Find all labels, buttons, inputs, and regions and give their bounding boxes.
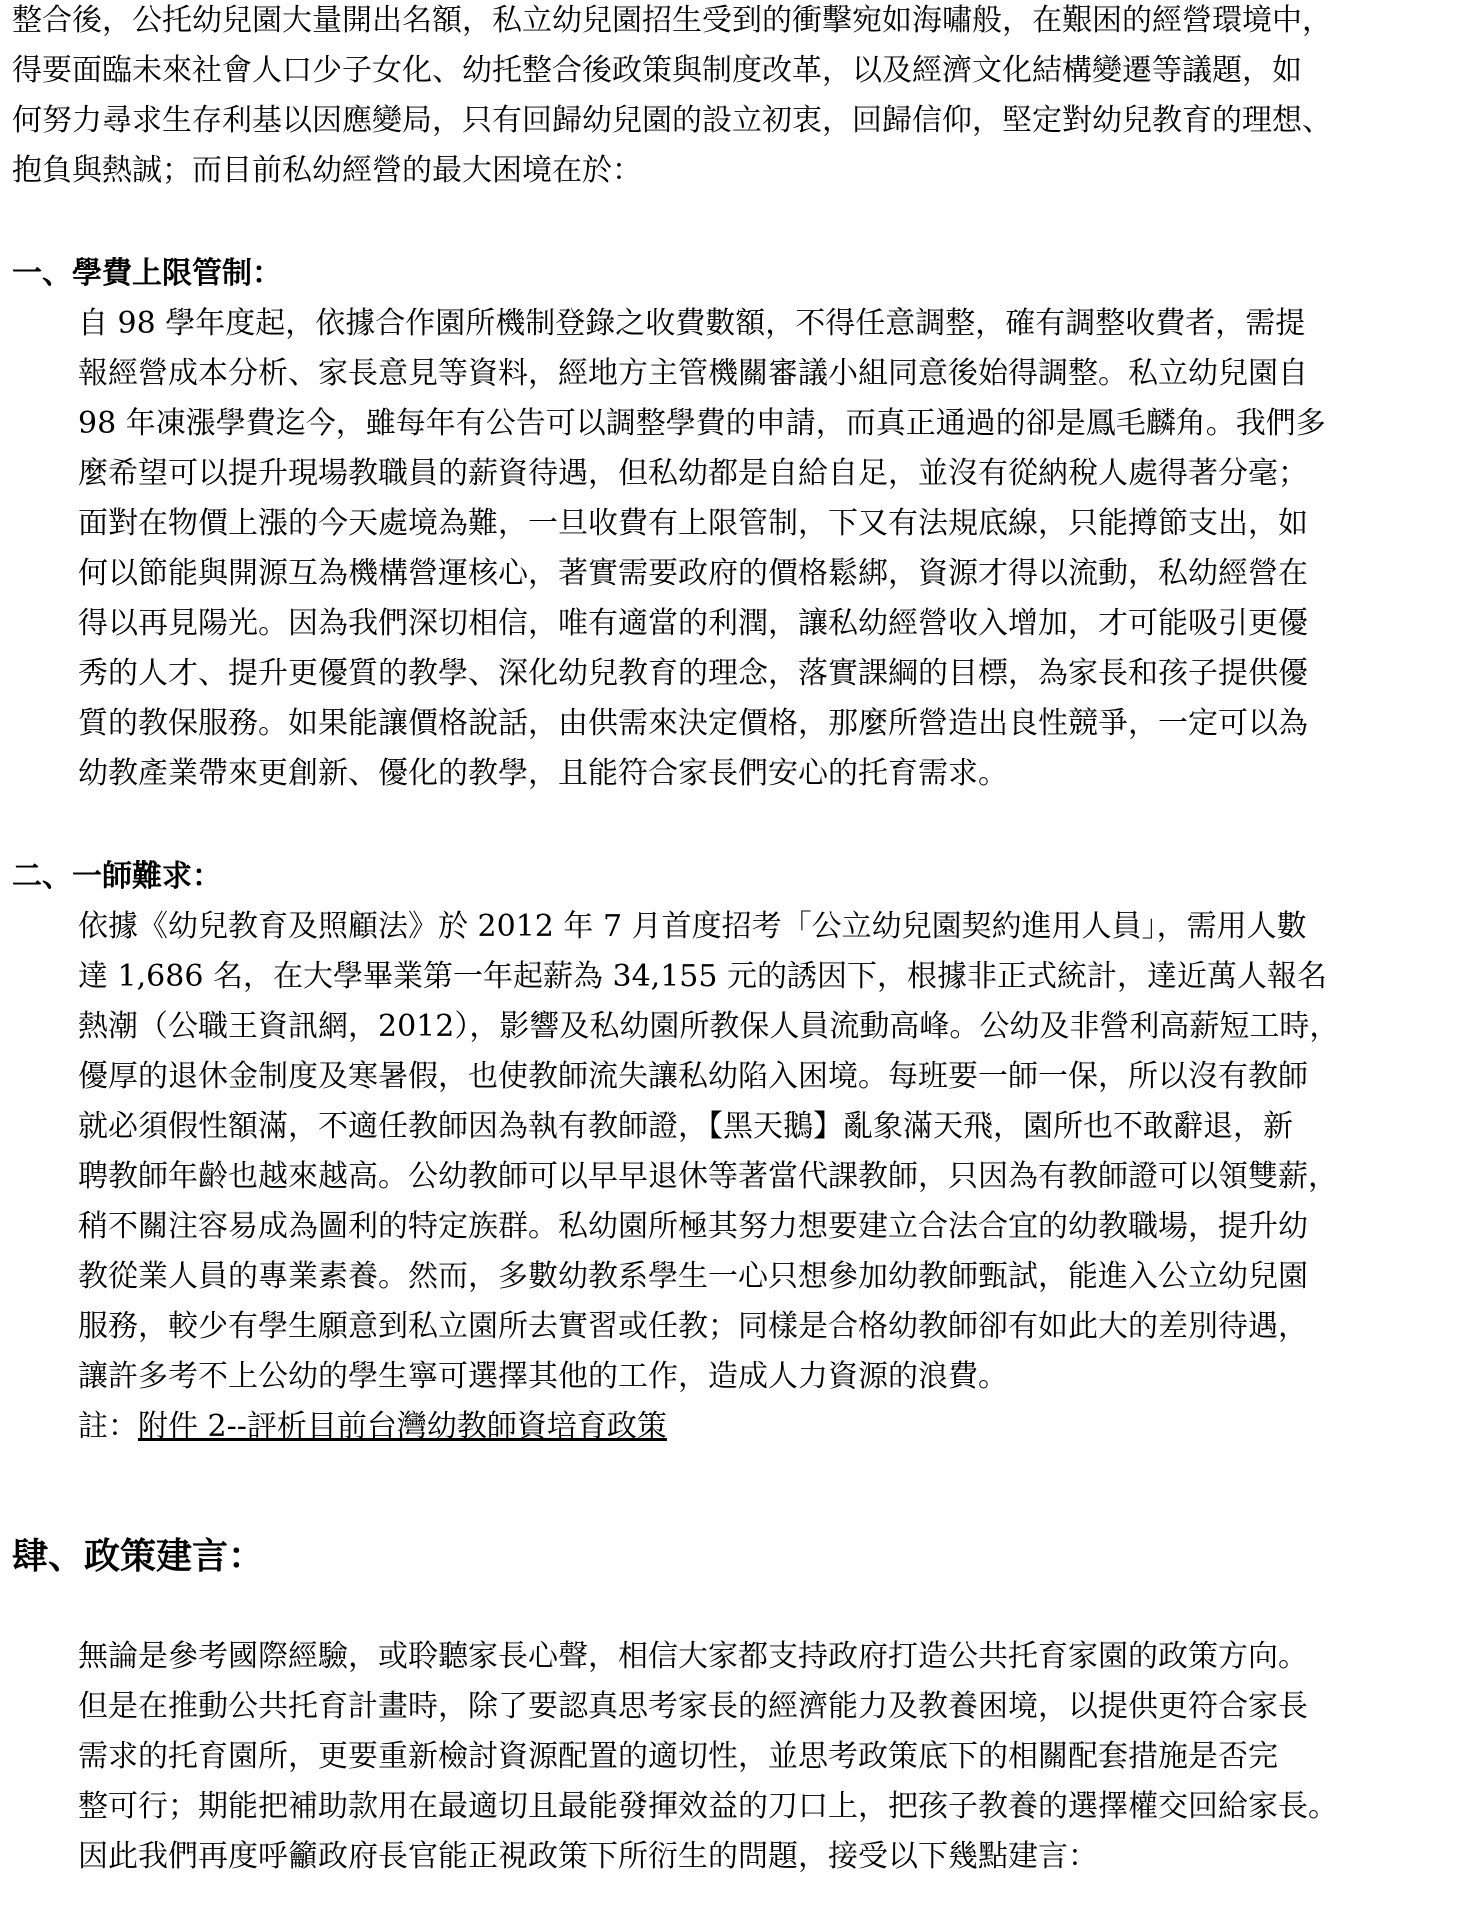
paragraph-line: 面對在物價上漲的今天處境為難，一旦收費有上限管制，下又有法規底線，只能撙節支出，如: [78, 506, 1308, 541]
intro-line: 何努力尋求生存利基以因應變局，只有回歸幼兒園的設立初衷，回歸信仰，堅定對幼兒教育的理想、: [12, 103, 1332, 138]
paragraph-line: 需求的托育園所，更要重新檢討資源配置的適切性，並思考政策底下的相關配套措施是否完: [78, 1739, 1278, 1774]
paragraph-line: 就必須假性額滿，不適任教師因為執有教師證，【黑天鵝】亂象滿天飛，園所也不敢辭退，新: [78, 1109, 1293, 1144]
paragraph-line: 麼希望可以提升現場教職員的薪資待遇，但私幼都是自給自足，並沒有從納稅人處得著分毫；: [78, 456, 1308, 491]
section-title-policy-recommendations: 肆、政策建言：: [12, 1535, 265, 1577]
note-line: [78, 1408, 667, 1446]
paragraph-line: 得以再見陽光。因為我們深切相信，唯有適當的利潤，讓私幼經營收入增加，才可能吸引更優: [78, 606, 1308, 641]
paragraph-line: 秀的人才、提升更優質的教學、深化幼兒教育的理念，落實課綱的目標，為家長和孩子提供優: [78, 656, 1308, 691]
paragraph-line: 熱潮（公職王資訊網，2012），影響及私幼園所教保人員流動高峰。公幼及非營利高薪短工時，: [78, 1009, 1340, 1044]
intro-line: 抱負與熱誠；而目前私幼經營的最大困境在於：: [12, 153, 642, 188]
paragraph-line: 98 年凍漲學費迄今，雖每年有公告可以調整學費的申請，而真正通過的卻是鳳毛麟角。我們多: [78, 406, 1326, 441]
note-prefix: 註：: [78, 1409, 138, 1444]
section-heading-teacher-shortage: 二、一師難求：: [12, 859, 222, 894]
intro-line: 整合後，公托幼兒園大量開出名額，私立幼兒園招生受到的衝擊宛如海嘯般，在艱困的經營環境中，: [12, 3, 1332, 38]
intro-line: 得要面臨未來社會人口少子女化、幼托整合後政策與制度改革，以及經濟文化結構變遷等議題，如: [12, 53, 1302, 88]
paragraph-line: 自 98 學年度起，依據合作園所機制登錄之收費數額，不得任意調整，確有調整收費者，需提: [78, 306, 1306, 341]
paragraph-line: 服務，較少有學生願意到私立園所去實習或任教；同樣是合格幼教師卻有如此大的差別待遇，: [78, 1309, 1308, 1344]
paragraph-line: 報經營成本分析、家長意見等資料，經地方主管機關審議小組同意後始得調整。私立幼兒園自: [78, 356, 1308, 391]
paragraph-line: 教從業人員的專業素養。然而，多數幼教系學生一心只想參加幼教師甄試，能進入公立幼兒園: [78, 1259, 1308, 1294]
paragraph-line: 因此我們再度呼籲政府長官能正視政策下所衍生的問題，接受以下幾點建言：: [78, 1839, 1098, 1874]
paragraph-line: 聘教師年齡也越來越高。公幼教師可以早早退休等著當代課教師，只因為有教師證可以領雙薪，: [78, 1159, 1338, 1194]
paragraph-line: 質的教保服務。如果能讓價格說話，由供需來決定價格，那麼所營造出良性競爭，一定可以為: [78, 706, 1308, 741]
paragraph-line: 幼教產業帶來更創新、優化的教學，且能符合家長們安心的托育需求。: [78, 756, 1008, 791]
paragraph-line: 依據《幼兒教育及照顧法》於 2012 年 7 月首度招考「公立幼兒園契約進用人員」，需用人數: [78, 909, 1307, 944]
paragraph-line: 稍不關注容易成為圖利的特定族群。私幼園所極其努力想要建立合法合宜的幼教職場，提升幼: [78, 1209, 1308, 1244]
section-heading-tuition-cap: 一、學費上限管制：: [12, 256, 282, 291]
paragraph-line: 優厚的退休金制度及寒暑假，也使教師流失讓私幼陷入困境。每班要一師一保，所以沒有教師: [78, 1059, 1308, 1094]
paragraph-line: 整可行；期能把補助款用在最適切且最能發揮效益的刀口上，把孩子教養的選擇權交回給家長。: [78, 1789, 1338, 1824]
attachment-link[interactable]: 附件 2--評析目前台灣幼教師資培育政策: [138, 1409, 667, 1444]
paragraph-line: 達 1,686 名，在大學畢業第一年起薪為 34,155 元的誘因下，根據非正式統計，達近萬人報名: [78, 959, 1327, 994]
paragraph-line: 何以節能與開源互為機構營運核心，著實需要政府的價格鬆綁，資源才得以流動，私幼經營在: [78, 556, 1308, 591]
paragraph-line: 讓許多考不上公幼的學生寧可選擇其他的工作，造成人力資源的浪費。: [78, 1359, 1008, 1394]
paragraph-line: 但是在推動公共托育計畫時，除了要認真思考家長的經濟能力及教養困境，以提供更符合家長: [78, 1689, 1308, 1724]
paragraph-line: 無論是參考國際經驗，或聆聽家長心聲，相信大家都支持政府打造公共托育家園的政策方向。: [78, 1639, 1308, 1674]
